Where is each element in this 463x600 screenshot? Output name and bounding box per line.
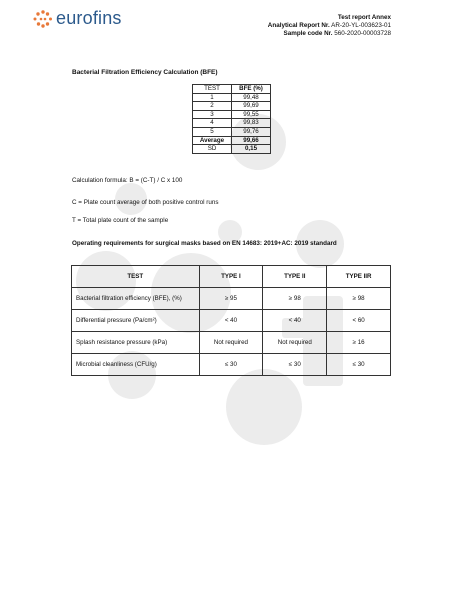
- requirement-type-i: ≤ 30: [199, 354, 263, 376]
- table-row: [72, 288, 391, 310]
- bfe-value: 99,55: [232, 110, 271, 119]
- requirement-type-iir: ≤ 30: [327, 354, 391, 376]
- requirement-name: Differential pressure (Pa/cm²): [72, 310, 200, 332]
- bfe-value: 99,69: [232, 102, 271, 111]
- calculation-formula: Calculation formula: B = (C-T) / C x 100: [72, 177, 183, 184]
- bfe-header-row: [193, 85, 271, 94]
- bfe-header-test: TEST: [193, 85, 232, 94]
- bfe-sd-label: SD: [193, 145, 232, 154]
- bfe-average-value: 99,66: [232, 136, 271, 145]
- report-header: [268, 14, 391, 38]
- bfe-test-number: 4: [193, 119, 232, 128]
- requirements-header-row: [72, 266, 391, 288]
- table-row: [193, 119, 271, 128]
- bfe-sd-row: [193, 145, 271, 154]
- bfe-test-number: 3: [193, 110, 232, 119]
- requirement-type-ii: ≥ 98: [263, 288, 327, 310]
- bfe-value: 99,76: [232, 127, 271, 136]
- requirement-type-iir: ≥ 16: [327, 332, 391, 354]
- sample-code-line: Sample code Nr. 560-2020-00003728: [283, 30, 391, 37]
- bfe-value: 99,83: [232, 119, 271, 128]
- requirement-type-ii: ≤ 30: [263, 354, 327, 376]
- requirement-type-i: < 40: [199, 310, 263, 332]
- requirement-type-ii: < 40: [263, 310, 327, 332]
- logo-wordmark: eurofins: [56, 8, 122, 28]
- bfe-test-number: 2: [193, 102, 232, 111]
- requirement-type-iir: ≥ 98: [327, 288, 391, 310]
- requirement-type-ii: Not required: [263, 332, 327, 354]
- bfe-sd-value: 0,15: [232, 145, 271, 154]
- bfe-average-label: Average: [193, 136, 232, 145]
- table-row: [72, 332, 391, 354]
- requirement-name: Bacterial filtration efficiency (BFE), (%): [72, 288, 200, 310]
- table-row: [193, 110, 271, 119]
- requirement-name: Microbial cleanliness (CFU/g): [72, 354, 200, 376]
- requirement-type-i: ≥ 95: [199, 288, 263, 310]
- header-test: TEST: [72, 266, 200, 288]
- requirements-title: Operating requirements for surgical masks based on EN 14683: 2019+AC: 2019 standard: [72, 240, 337, 247]
- bfe-section-title: Bacterial Filtration Efficiency Calculation (BFE): [72, 69, 218, 76]
- bfe-table: [192, 84, 271, 154]
- header-type-ii: TYPE II: [263, 266, 327, 288]
- eurofins-dots-icon: [32, 10, 54, 28]
- requirements-table: [71, 265, 391, 376]
- table-row: [193, 127, 271, 136]
- bfe-average-row: [193, 136, 271, 145]
- header-type-iir: TYPE IIR: [327, 266, 391, 288]
- requirement-type-iir: < 60: [327, 310, 391, 332]
- header-type-i: TYPE I: [199, 266, 263, 288]
- table-row: [72, 354, 391, 376]
- analytical-report-line: Analytical Report Nr. AR-20-YL-003623-01: [267, 22, 391, 29]
- table-row: [193, 93, 271, 102]
- eurofins-logo: [32, 8, 122, 29]
- report-annex-title: Test report Annex: [337, 14, 391, 21]
- requirement-name: Splash resistance pressure (kPa): [72, 332, 200, 354]
- table-row: [72, 310, 391, 332]
- bfe-value: 99,48: [232, 93, 271, 102]
- bfe-test-number: 1: [193, 93, 232, 102]
- bfe-test-number: 5: [193, 127, 232, 136]
- table-row: [193, 102, 271, 111]
- formula-c-definition: C = Plate count average of both positive control runs: [72, 199, 219, 206]
- requirement-type-i: Not required: [199, 332, 263, 354]
- formula-t-definition: T = Total plate count of the sample: [72, 217, 169, 224]
- bfe-header-value: BFE (%): [232, 85, 271, 94]
